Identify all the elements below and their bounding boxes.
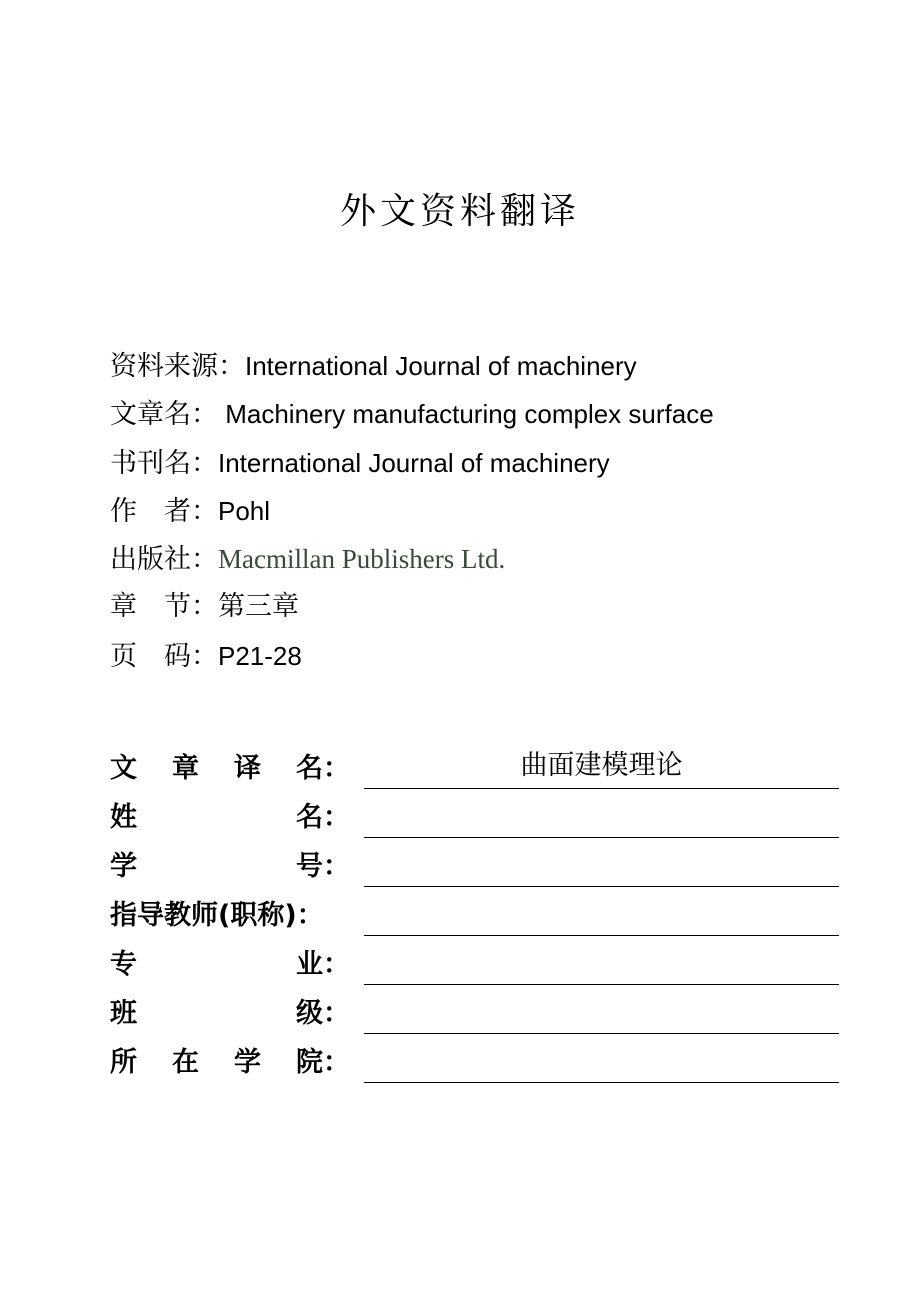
label-char: 级： — [296, 998, 350, 1029]
info-value: Machinery manufacturing complex surface — [218, 399, 714, 430]
student-id-field[interactable] — [364, 839, 839, 887]
form-label — [110, 746, 350, 785]
form-row-article-title — [110, 741, 840, 790]
info-row-journal — [110, 439, 714, 487]
label-char: 名： — [296, 753, 350, 784]
form-label — [110, 942, 350, 981]
info-row-chapter — [110, 583, 714, 631]
info-label: 资料来源： — [110, 351, 245, 382]
label-char: 院： — [296, 1047, 350, 1078]
article-title-field[interactable]: 曲面建模理论 — [364, 741, 839, 789]
form-row-advisor — [110, 888, 840, 937]
cover-form — [110, 741, 840, 1084]
info-value: International Journal of machinery — [245, 351, 637, 381]
info-label: 章 节： — [110, 591, 218, 623]
label-char: 姓 — [110, 802, 137, 833]
form-row-student-id — [110, 839, 840, 888]
page-title: 外文资料翻译 — [339, 191, 580, 232]
info-row-article-name — [110, 390, 714, 438]
label-char: 专 — [110, 949, 137, 980]
info-label: 页 码： — [110, 640, 218, 672]
label-char: 译 — [234, 753, 261, 784]
name-field[interactable] — [364, 790, 839, 838]
label-char: 业： — [296, 949, 350, 980]
form-label — [110, 1040, 350, 1079]
info-row-source — [110, 342, 714, 390]
label-char: 学 — [234, 1047, 261, 1078]
label-char: 学 — [110, 851, 137, 882]
form-row-name — [110, 790, 840, 839]
info-value: Pohl — [218, 495, 271, 526]
info-row-author — [110, 487, 714, 535]
label-char: 在 — [172, 1047, 199, 1078]
advisor-field[interactable] — [364, 888, 839, 936]
form-label — [110, 844, 350, 883]
form-label — [110, 795, 350, 834]
label-char: 名： — [296, 802, 350, 833]
major-field[interactable] — [364, 937, 839, 985]
label-char: 号： — [296, 851, 350, 882]
label-text: 指导教师(职称)： — [110, 900, 324, 931]
info-label: 书刊名： — [110, 447, 218, 479]
label-char: 章 — [172, 753, 199, 784]
info-value: Macmillan Publishers Ltd. — [218, 544, 506, 575]
info-label: 作 者： — [110, 495, 218, 527]
label-char: 班 — [110, 998, 137, 1029]
label-char: 文 — [110, 753, 137, 784]
college-field[interactable] — [364, 1035, 839, 1083]
form-row-college — [110, 1035, 840, 1084]
info-row-publisher — [110, 535, 714, 583]
source-info — [110, 342, 714, 680]
info-value: International Journal of machinery — [218, 447, 610, 478]
form-label — [110, 893, 350, 932]
info-label: 出版社： — [110, 544, 218, 576]
form-label — [110, 991, 350, 1030]
info-value: 第三章 — [218, 591, 299, 623]
label-char: 所 — [110, 1047, 137, 1078]
class-field[interactable] — [364, 986, 839, 1034]
info-row-pages — [110, 632, 714, 680]
info-value: P21-28 — [218, 640, 302, 671]
form-row-class — [110, 986, 840, 1035]
info-label: 文章名： — [110, 399, 218, 431]
form-row-major — [110, 937, 840, 986]
